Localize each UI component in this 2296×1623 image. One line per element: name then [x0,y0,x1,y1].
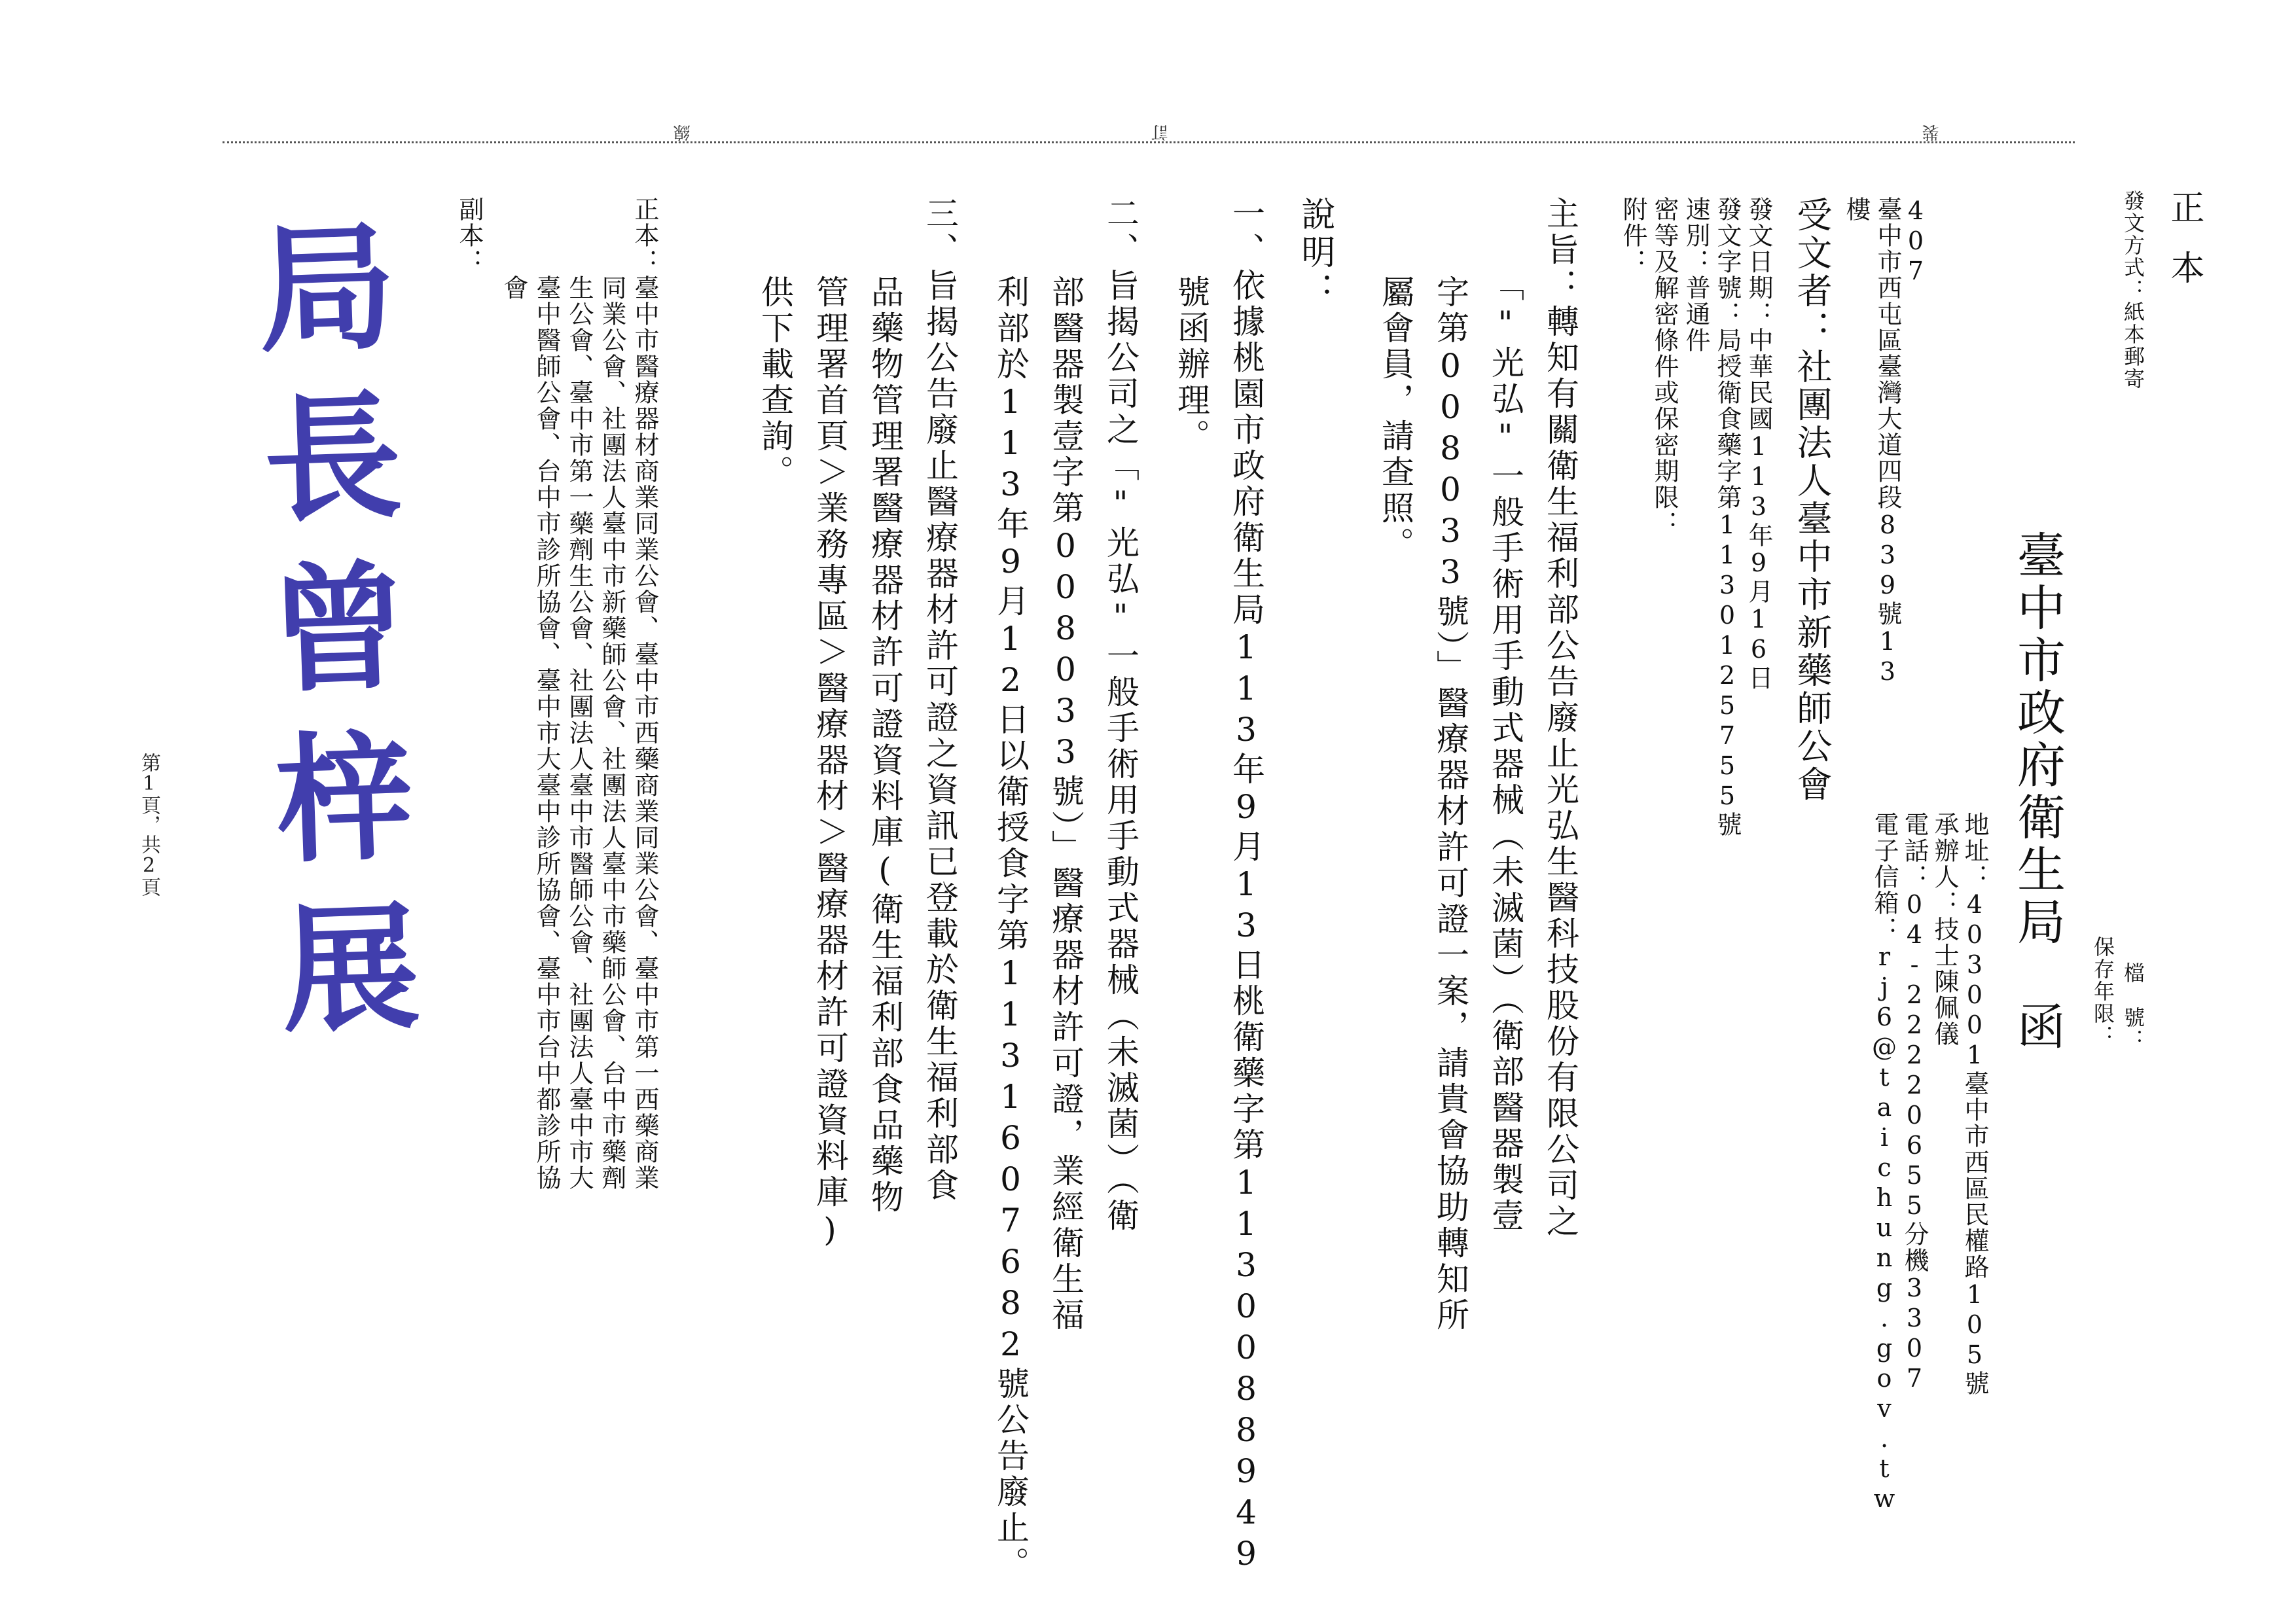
contact-email: 電子信箱：rj6@taichung.gov.tw [1870,812,1899,1514]
subject-line-3: 字第008033號）」醫療器材許可證一案，請貴會協助轉知所 [1431,275,1469,1334]
retention-label: 保存年限： [2090,936,2115,1047]
distribution-original-line-5: 會 [499,275,528,301]
binding-mark-ding: 訂 [1151,124,1171,141]
contact-address: 地址：403001臺中市西區民權路105號 [1960,812,1989,1397]
delivery-speed: 速別：普通件 [1681,196,1710,353]
distribution-original-line-2: 同業公會、社團法人臺中市新藥師公會、社團法人臺中市藥師公會、台中市藥劑 [598,275,626,1191]
file-number-label: 檔 號： [2121,962,2145,1051]
distribution-copy: 副本： [455,196,484,275]
contact-phone: 電話：04-22220655分機3307 [1900,812,1929,1394]
binding-mark-zhuang: 裝 [1922,124,1942,141]
contact-handler: 承辦人：技士陳佩儀 [1930,812,1959,1047]
distribution-original-line-4: 臺中醫師公會、台中市診所協會、臺中市大臺中診所協會、臺中市台中都診所協 [532,275,561,1191]
document-number: 發文字號：局授衛食藥字第1130125755號 [1713,196,1742,838]
explanation-item-3-line-1: 三、旨揭公告廢止醫療器材許可證之資訊已登載於衛生福利部食 [921,196,959,1204]
explanation-label: 說明： [1295,196,1335,310]
explanation-item-1-line-2: 號函辦理。 [1172,275,1210,455]
subject-line-2: 「"光弘"一般手術用手動式器械（未滅菌）（衛部醫器製壹 [1486,268,1524,1234]
page-number: 第1頁，共2頁 [137,753,160,897]
recipient-address-line2: 樓 [1842,196,1871,223]
secrecy-level: 密等及解密條件或保密期限： [1650,196,1679,537]
explanation-item-2-line-1: 二、旨揭公司之「"光弘"一般手術用手動式器械（未滅菌）（衛 [1102,196,1139,1234]
recipient-postal-code: 407 [1901,196,1930,287]
explanation-item-3-line-4: 供下載查詢。 [756,275,794,491]
explanation-item-2-line-2: 部醫器製壹字第008033號）」醫療器材許可證，業經衛生福 [1047,275,1085,1334]
director-seal: 局長曾梓展 [232,213,424,1069]
copy-type: 正本 [2164,190,2204,310]
explanation-item-3-line-2: 品藥物管理署醫療器材許可證資料庫(衛生福利部食品藥物 [866,275,904,1216]
binding-mark-xian: 線 [673,124,693,141]
subject-line-1: 主旨：轉知有關衛生福利部公告廢止光弘生醫科技股份有限公司之 [1541,196,1579,1240]
recipient-address-line1: 臺中市西屯區臺灣大道四段839號13 [1873,196,1902,687]
distribution-original-line-1: 正本：臺中市醫療器材商業同業公會、臺中市西藥商業同業公會、臺中市第一西藥商業 [630,196,659,1191]
send-method: 發文方式：紙本郵寄 [2121,190,2145,390]
binding-cut-line [223,141,2075,143]
issue-date: 發文日期：中華民國113年9月16日 [1744,196,1773,691]
agency-title: 臺中市政府衛生局 函 [2009,530,2066,1054]
recipient: 受文者：社團法人臺中市新藥師公會 [1791,196,1833,804]
explanation-item-3-line-3: 管理署首頁＞業務專區＞醫療器材＞醫療器材許可證資料庫) [811,275,849,1252]
explanation-item-1-line-1: 一、依據桃園市政府衛生局113年9月13日桃衛藥字第1130088949 [1227,196,1265,1576]
distribution-original-line-3: 生公會、臺中市第一藥劑生公會、社團法人臺中市醫師公會、社團法人臺中市大 [565,275,594,1191]
attachments: 附件： [1619,196,1647,275]
subject-line-4: 屬會員，請查照。 [1376,275,1414,563]
explanation-item-2-line-3: 利部於113年9月12日以衛授食字第1131607682號公告廢止。 [992,275,1030,1582]
